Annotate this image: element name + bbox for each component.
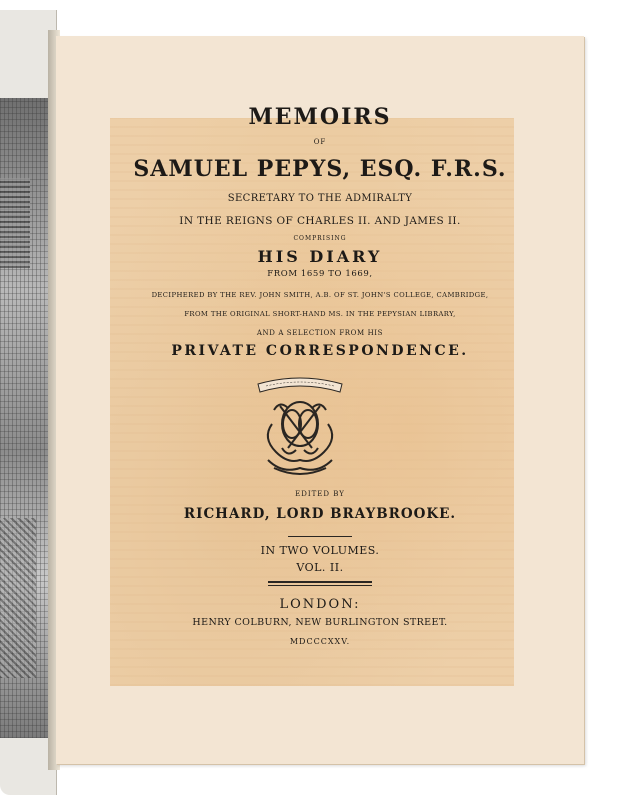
author-office: SECRETARY TO THE ADMIRALTY [227, 193, 413, 204]
imprint-rule [268, 581, 372, 583]
anchor-monogram-icon [252, 368, 348, 482]
volumes-count: IN TWO VOLUMES. [260, 544, 380, 557]
imprint-city: LONDON: [279, 597, 361, 612]
selection-line: AND A SELECTION FROM HIS [256, 329, 384, 337]
frontispiece-engraving [0, 98, 51, 738]
divider-rule [288, 536, 352, 537]
decipherer-line: DECIPHERED BY THE REV. JOHN SMITH, A.B. OF ST. JOHN'S COLLEGE, CAMBRIDGE, [151, 291, 489, 299]
imprint-publisher: HENRY COLBURN, NEW BURLINGTON STREET. [192, 617, 448, 628]
volume-number: VOL. II. [296, 561, 344, 574]
author-name: SAMUEL PEPYS, ESQ. F.R.S. [133, 156, 507, 182]
correspondence-heading: PRIVATE CORRESPONDENCE. [171, 343, 469, 359]
editor-name: RICHARD, LORD BRAYBROOKE. [183, 506, 457, 522]
imprint-year: MDCCCXXV. [289, 637, 351, 646]
imprint-rule-second [268, 585, 372, 586]
author-reigns: IN THE REIGNS OF CHARLES II. AND JAMES II. [179, 215, 461, 227]
diary-years: FROM 1659 TO 1669, [267, 269, 373, 279]
diary-heading: HIS DIARY [257, 247, 383, 266]
source-line: FROM THE ORIGINAL SHORT-HAND MS. IN THE PEPYSIAN LIBRARY, [184, 310, 456, 318]
title-of: OF [313, 138, 327, 146]
edited-by-label: EDITED BY [295, 490, 345, 498]
comprising-label: COMPRISING [293, 235, 347, 242]
title-memoirs: MEMOIRS [248, 104, 392, 130]
